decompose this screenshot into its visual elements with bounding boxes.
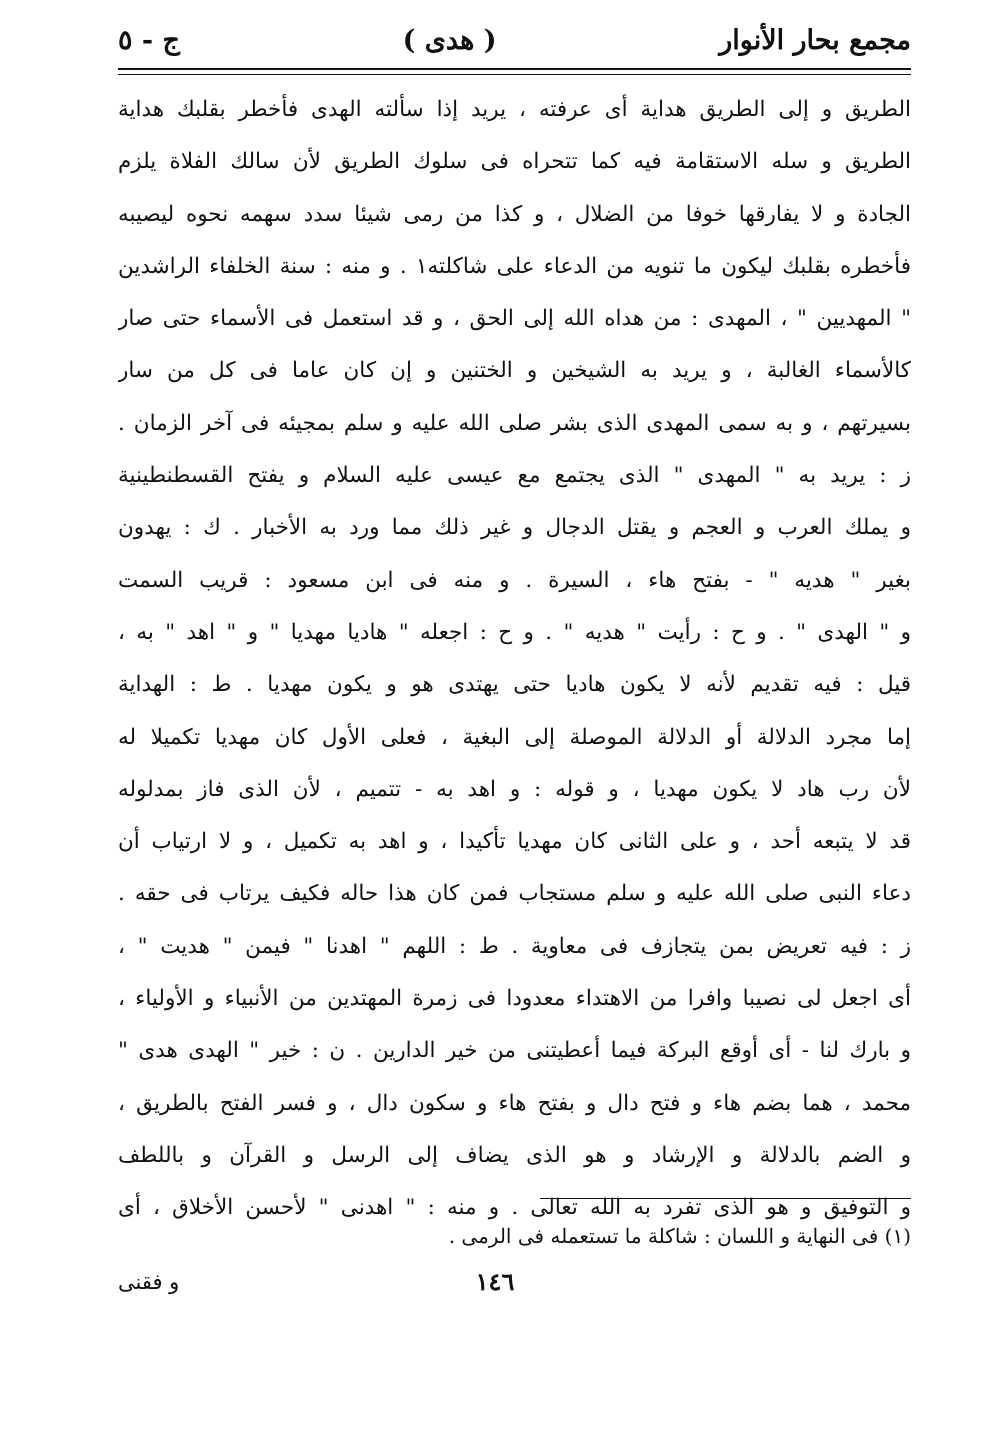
footnote: (١) فى النهاية و اللسان : شاكلة ما تستعمله فى الرمى .	[448, 1224, 911, 1248]
book-title: مجمع بحار الأنوار	[719, 24, 911, 56]
footnote-rule	[540, 1198, 911, 1199]
text-line: ز : يريد به " المهدى " الذى يجتمع مع عيسى عليه السلام و يفتح القسطنطينية	[118, 463, 911, 489]
text-line: فأخطره بقلبك ليكون ما تنويه من الدعاء على شاكلته١ . و منه : سنة الخلفاء الراشدين	[118, 253, 911, 279]
text-line: الجادة و لا يفارقها خوفا من الضلال ، و كذا من رمى شيئا سدد سهمه نحوه ليصيبه	[118, 201, 911, 227]
text-line: قيل : فيه تقديم لأنه لا يكون هاديا حتى يهتدى هو و يكون مهديا . ط : الهداية	[118, 672, 911, 698]
text-line: و التوفيق و هو الذى تفرد به الله تعالى . و منه : " اهدنى " لأحسن الأخلاق ، أى	[118, 1195, 911, 1221]
text-line: كالأسماء الغالبة ، و يريد به الشيخين و الختنين و إن كان عاما فى كل من سار	[118, 358, 911, 384]
text-line: لأن رب هاد لا يكون مهديا ، و قوله : و اهد به - تتميم ، لأن الذى فاز بمدلوله	[118, 776, 911, 802]
text-line: بغير " هديه " - بفتح هاء ، السيرة . و منه فى ابن مسعود : قريب السمت	[118, 567, 911, 593]
volume-number: ج - ٥	[118, 24, 180, 56]
text-line: قد لا يتبعه أحد ، و على الثانى كان مهديا تأكيدا ، و اهد به تكميل ، و لا ارتياب أن	[118, 829, 911, 855]
text-line: بسيرتهم ، و به سمى المهدى الذى بشر صلى الله عليه و سلم بمجيئه فى آخر الزمان .	[118, 410, 911, 436]
text-line: دعاء النبى صلى الله عليه و سلم مستجاب فمن كان هذا حاله فكيف يرتاب فى حقه .	[118, 881, 911, 907]
text-line: ز : فيه تعريض بمن يتجازف فى معاوية . ط : اللهم " اهدنا " فيمن " هديت " ،	[118, 933, 911, 959]
text-line: و بارك لنا - أى أوقع البركة فيما أعطيتنى من خير الدارين . ن : خير " الهدى هدى "	[118, 1038, 911, 1064]
page-number: ١٤٦	[475, 1267, 515, 1296]
text-line: و يملك العرب و العجم و يقتل الدجال و غير ذلك مما ورد به الأخبار . ك : يهدون	[118, 515, 911, 541]
text-line: الطريق و سله الاستقامة فيه كما تتحراه فى سلوك الطريق لأن سالك الفلاة يلزم	[118, 149, 911, 175]
main-text	[118, 84, 911, 1235]
text-line: و الضم بالدلالة و الإرشاد و هو الذى يضاف إلى الرسل و القرآن و باللطف	[118, 1142, 911, 1168]
text-line: الطريق و إلى الطريق هداية أى عرفته ، يريد إذا سألته الهدى فأخطر بقلبك هداية	[118, 97, 911, 122]
header-rule	[118, 68, 911, 70]
text-line: أى اجعل لى نصيبا وافرا من الاهتداء معدودا فى زمرة المهتدين من الأنبياء و الأولياء ،	[118, 986, 911, 1012]
text-line: محمد ، هما بضم هاء و فتح دال و بفتح هاء و سكون دال ، و فسر الفتح بالطريق ،	[118, 1090, 911, 1116]
header-rule-thin	[118, 74, 911, 75]
text-line: و " الهدى " . و ح : رأيت " هديه " . و ح : اجعله " هاديا مهديا " و " اهد " به ،	[118, 619, 911, 645]
running-header	[118, 18, 911, 62]
text-line: إما مجرد الدلالة أو الدلالة الموصلة إلى البغية ، فعلى الأول كان مهديا تكميلا له	[118, 724, 911, 750]
text-line: " المهديين " ، المهدى : من هداه الله إلى الحق ، و قد استعمل فى الأسماء حتى صار	[118, 306, 911, 332]
catchword: و فقنى	[118, 1270, 180, 1294]
entry-heading: ( هدى )	[402, 24, 497, 56]
